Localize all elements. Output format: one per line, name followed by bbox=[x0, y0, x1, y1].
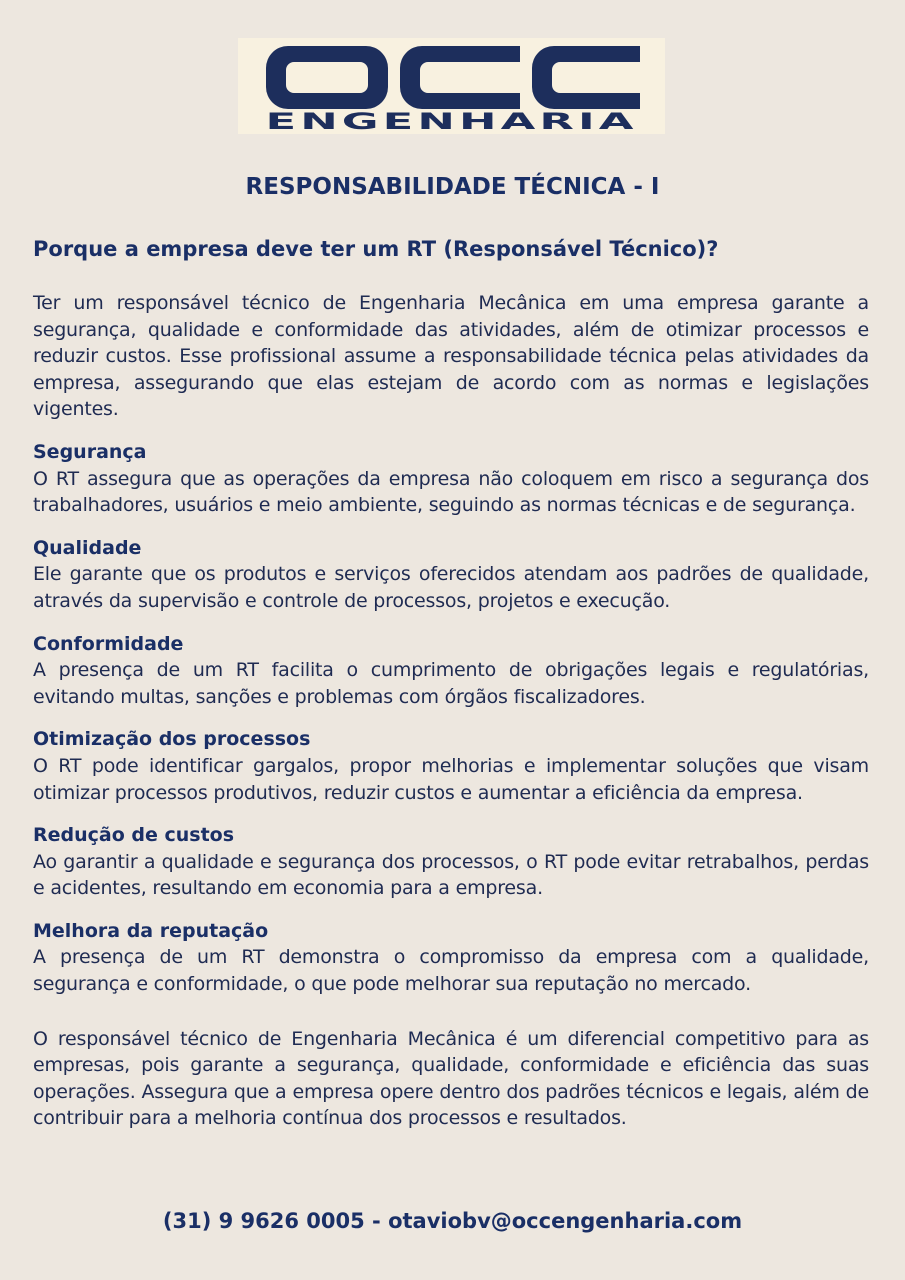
section-seguranca bbox=[33, 439, 869, 519]
section-heading: Melhora da reputação bbox=[33, 919, 269, 942]
section-conformidade bbox=[33, 631, 869, 711]
section-otimizacao bbox=[33, 726, 869, 806]
section-text: O RT pode identificar gargalos, propor melhorias e implementar soluções que visam otimizar processos produtivos, reduzir custos e aumentar a eficiência da empresa. bbox=[33, 754, 869, 804]
section-text: Ele garante que os produtos e serviços oferecidos atendam aos padrões de qualidade, através da supervisão e controle de processos, projetos e execução. bbox=[33, 563, 869, 612]
intro-paragraph: Ter um responsável técnico de Engenharia Mecânica em uma empresa garante a segurança, qualidade e conformidade das atividades, além de otimizar processos e reduzir custos. Esse profissional assume a responsabilidade técnica pelas atividades da empresa, assegurando que elas estejam de acordo com as normas e legislações vigentes. bbox=[33, 292, 869, 421]
closing-paragraph: O responsável técnico de Engenharia Mecânica é um diferencial competitivo para as empresas, pois garante a segurança, qualidade, conformidade e eficiência das suas operações. Assegura que a empresa opere dentro dos padrões técnicos e legais, além de contribuir para a melhoria contínua dos processos e resultados. bbox=[33, 1027, 869, 1130]
section-qualidade bbox=[33, 535, 869, 615]
section-text: Ao garantir a qualidade e segurança dos processos, o RT pode evitar retrabalhos, perdas e acidentes, resultando em economia para a empresa. bbox=[33, 850, 869, 900]
section-text: A presença de um RT facilita o cumprimento de obrigações legais e regulatórias, evitando multas, sanções e problemas com órgãos fiscalizadores. bbox=[33, 659, 869, 708]
section-reputacao bbox=[33, 918, 869, 998]
section-heading: Conformidade bbox=[33, 632, 184, 655]
section-text: A presença de um RT demonstra o compromisso da empresa com a qualidade, segurança e conformidade, o que pode melhorar sua reputação no mercado. bbox=[33, 946, 869, 996]
contact-info: (31) 9 9626 0005 - otaviobv@occengenharia.com bbox=[162, 1209, 743, 1233]
section-text: O RT assegura que as operações da empresa não coloquem em risco a segurança dos trabalhadores, usuários e meio ambiente, seguindo as normas técnicas e de segurança. bbox=[33, 467, 869, 517]
section-heading: Otimização dos processos bbox=[33, 728, 311, 751]
section-heading: Segurança bbox=[33, 440, 147, 463]
question-heading: Porque a empresa deve ter um RT (Responsável Técnico)? bbox=[33, 237, 719, 261]
section-heading: Redução de custos bbox=[33, 824, 235, 847]
document-title: RESPONSABILIDADE TÉCNICA - I bbox=[245, 174, 660, 200]
company-logo bbox=[238, 38, 665, 134]
document-body bbox=[33, 290, 869, 1132]
section-reducao-custos bbox=[33, 822, 869, 902]
logo-tagline: ENGENHARIA bbox=[265, 110, 638, 134]
section-heading: Qualidade bbox=[33, 536, 142, 559]
